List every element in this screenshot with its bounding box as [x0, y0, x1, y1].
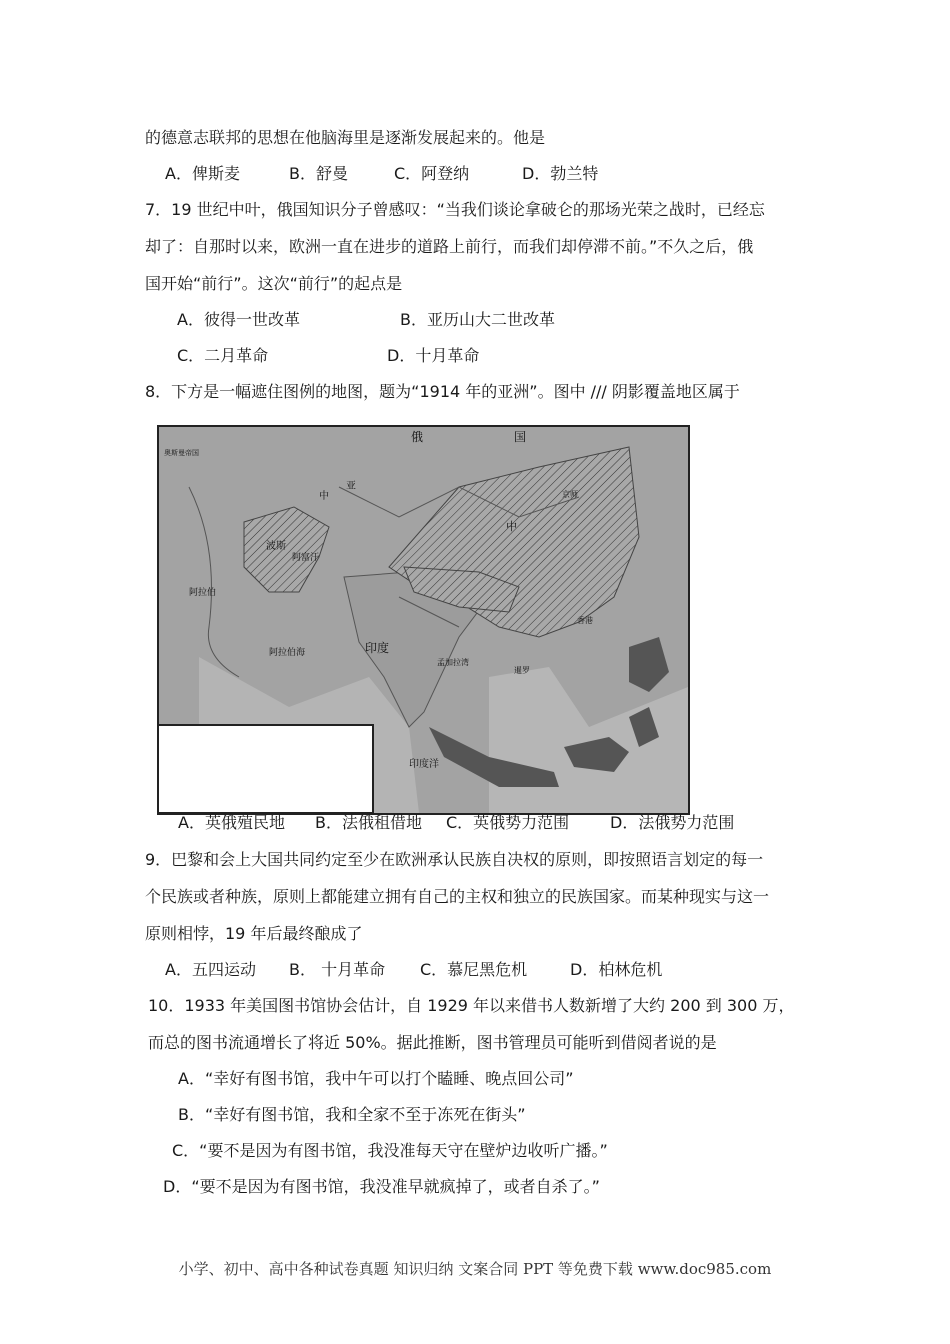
map-label-beijing: 京师 [562, 490, 578, 499]
q10-option-c[interactable]: C．“要不是因为有图书馆，我没准每天守在壁炉边收听广播。” [172, 1141, 608, 1160]
map-label-central-asia-1: 中 [319, 491, 329, 502]
q6-option-a[interactable]: A．俾斯麦 [165, 164, 240, 183]
q7-option-c[interactable]: C．二月革命 [177, 346, 269, 365]
q7-option-a[interactable]: A．彼得一世改革 [177, 310, 300, 329]
legend-mask-box [157, 724, 374, 814]
q9-stem-line-1: 9．巴黎和会上大国共同约定至少在欧洲承认民族自决权的原则，即按照语言划定的每一 [145, 850, 764, 869]
q8-option-a[interactable]: A．英俄殖民地 [178, 813, 285, 832]
q9-option-d[interactable]: D．柏林危机 [570, 960, 663, 979]
q8-option-b[interactable]: B．法俄租借地 [315, 813, 422, 832]
q9-option-c[interactable]: C．慕尼黑危机 [420, 960, 528, 979]
q10-option-b[interactable]: B．“幸好有图书馆，我和全家不至于冻死在街头” [178, 1105, 526, 1124]
map-label-russia-1: 俄 [411, 430, 424, 444]
map-label-india: 印度 [365, 641, 390, 655]
map-label-siam: 暹罗 [514, 666, 530, 675]
map-label-arabian-sea: 阿拉伯海 [269, 648, 306, 658]
map-label-indian-ocean: 印度洋 [409, 759, 439, 770]
q7-option-d[interactable]: D．十月革命 [387, 346, 480, 365]
map-label-afghanistan: 阿富汗 [292, 553, 320, 563]
q9-option-b[interactable]: B． 十月革命 [289, 960, 386, 979]
q10-option-a[interactable]: A．“幸好有图书馆，我中午可以打个瞌睡、晚点回公司” [178, 1069, 574, 1088]
map-label-russia-2: 国 [514, 430, 527, 444]
map-label-ottoman: 奥斯曼帝国 [164, 449, 199, 457]
q8-option-c[interactable]: C．英俄势力范围 [446, 813, 570, 832]
q7-stem-line-1: 7．19 世纪中叶，俄国知识分子曾感叹：“当我们谈论拿破仑的那场光荣之战时，已经忘 [145, 200, 765, 219]
q9-option-a[interactable]: A．五四运动 [165, 960, 256, 979]
q8-option-d[interactable]: D．法俄势力范围 [610, 813, 735, 832]
q6-option-c[interactable]: C．阿登纳 [394, 164, 470, 183]
q10-option-d[interactable]: D．“要不是因为有图书馆，我没准早就疯掉了，或者自杀了。” [163, 1177, 600, 1196]
q6-option-d[interactable]: D．勃兰特 [522, 164, 599, 183]
q10-stem-line-2: 而总的图书流通增长了将近 50%。据此推断，图书管理员可能听到借阅者说的是 [148, 1033, 717, 1052]
q9-stem-line-3: 原则相悖，19 年后最终酿成了 [145, 924, 363, 943]
q9-stem-line-2: 个民族或者种族，原则上都能建立拥有自己的主权和独立的民族国家。而某种现实与这一 [145, 887, 770, 906]
q10-stem-line-1: 10．1933 年美国图书馆协会估计，自 1929 年以来借书人数新增了大约 200 到 300 万， [148, 996, 795, 1015]
q7-stem-line-3: 国开始“前行”。这次“前行”的起点是 [145, 274, 403, 293]
map-label-hongkong: 香港 [577, 616, 593, 625]
q6-option-b[interactable]: B．舒曼 [289, 164, 348, 183]
map-label-bay-of-bengal: 孟加拉湾 [437, 658, 469, 667]
map-label-arab: 阿拉伯 [189, 588, 217, 598]
q8-stem: 8．下方是一幅遮住图例的地图，题为“1914 年的亚洲”。图中 /// 阴影覆盖地区属于 [145, 382, 740, 401]
page-footer: 小学、初中、高中各种试卷真题 知识归纳 文案合同 PPT 等免费下载 www.doc985.com [178, 1260, 772, 1278]
map-label-china: 中 [506, 520, 517, 533]
q7-option-b[interactable]: B．亚历山大二世改革 [400, 310, 555, 329]
map-label-persia: 波斯 [266, 541, 286, 552]
q6-stem-tail: 的德意志联邦的思想在他脑海里是逐渐发展起来的。他是 [145, 128, 546, 147]
q7-stem-line-2: 却了：自那时以来，欧洲一直在进步的道路上前行，而我们却停滞不前。”不久之后，俄 [145, 237, 754, 256]
map-label-central-asia-2: 亚 [346, 481, 356, 492]
